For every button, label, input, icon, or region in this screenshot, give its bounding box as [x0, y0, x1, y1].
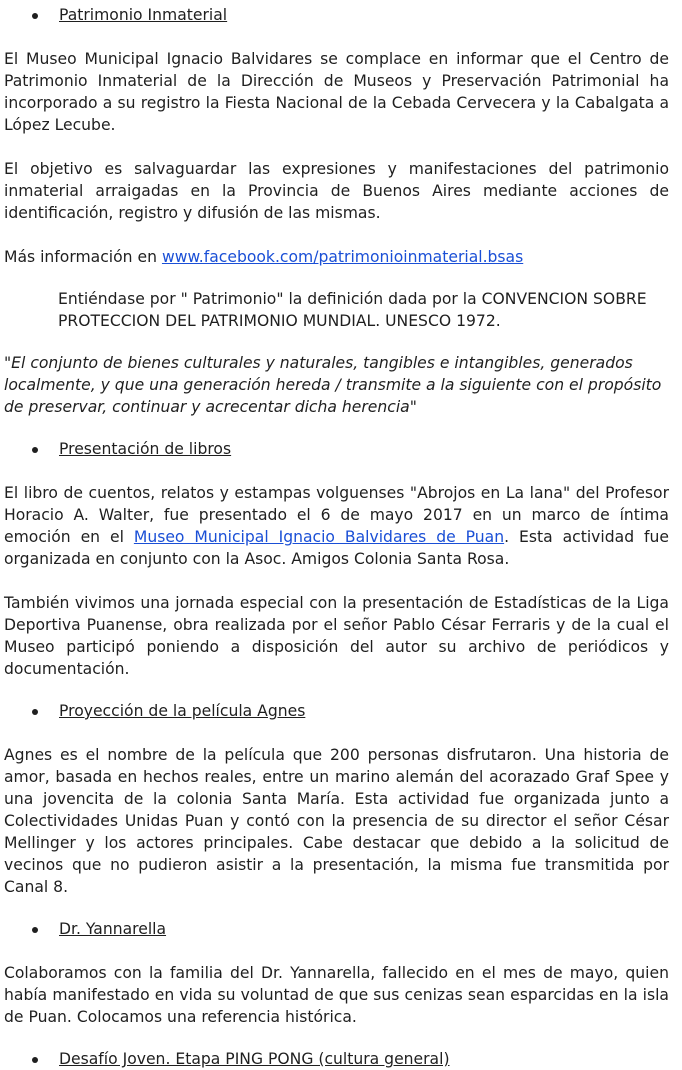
heading-text: Patrimonio Inmaterial — [59, 6, 228, 24]
section-heading-agnes — [4, 700, 669, 722]
heading-text: Desafío Joven. Etapa PING PONG (cultura general) — [59, 1050, 450, 1068]
libro-text-b: . Esta actividad fue organizada en conjunto con la Asoc. Amigos Colonia Santa Rosa. — [4, 528, 669, 568]
article-content — [4, 0, 669, 1070]
paragraph-estadisticas — [4, 592, 669, 680]
facebook-link[interactable]: www.facebook.com/patrimonioinmaterial.bsas — [161, 248, 524, 266]
paragraph-agnes: Agnes es el nombre de la película que 200 personas disfrutaron. Una historia de amor, basada en hechos reales, entre un marino alemán del acorazado Graf Spee y una jovencita de la colonia Santa María. Esta actividad fue organizada junto a Colectividades Unidas Puan y contó con la presencia de su director el señor César Mellinger y los actores principales. Cabe destacar que debido a la solicitud de vecinos que no pudieron asistir a la presentación, la misma fue transmitida por Canal 8. — [4, 746, 669, 896]
section-heading-desafio — [4, 1048, 669, 1070]
bullet-icon — [32, 13, 38, 19]
paragraph-definition: Entiéndase por " Patrimonio" la definición dada por la CONVENCION SOBRE PROTECCION DEL PATRIMONIO MUNDIAL. UNESCO 1972. — [58, 290, 647, 330]
paragraph-libro-abrojos — [4, 482, 669, 570]
estadisticas-title: de Estadísticas de la Liga Deportiva Puanense, — [4, 594, 669, 634]
bullet-icon — [32, 1057, 38, 1063]
paragraph-patrimonio-intro: El Museo Municipal Ignacio Balvidares se complace en informar que el Centro de Patrimonio Inmaterial de la Dirección de Museos y Preservación Patrimonial ha incorporado a su registro la Fiesta Nacional de la Cebada Cervecera y la Cabalgata a López Lecube. — [4, 50, 669, 134]
heading-text: Dr. Yannarella — [59, 920, 167, 938]
section-heading-patrimonio — [4, 4, 669, 26]
bullet-icon — [32, 447, 38, 453]
bullet-icon — [32, 927, 38, 933]
estadisticas-text-b: obra realizada por el señor Pablo César Ferraris y de la cual el Museo participó poniendo a disposición del autor su archivo de periódicos y documentación. — [4, 616, 669, 678]
heading-text: Presentación de libros — [59, 440, 232, 458]
paragraph-patrimonio-objetivo: El objetivo es salvaguardar las expresiones y manifestaciones del patrimonio inmaterial arraigadas en la Provincia de Buenos Aires mediante acciones de identificación, registro y difusión de las mismas. — [4, 160, 669, 222]
more-info-label: Más información en — [4, 248, 162, 266]
bullet-icon — [32, 709, 38, 715]
paragraph-yannarella: Colaboramos con la familia del Dr. Yannarella, fallecido en el mes de mayo, quien había manifestado en vida su voluntad de que sus cenizas sean esparcidas en la isla de Puan. Colocamos una referencia histórica. — [4, 964, 669, 1026]
museo-link[interactable]: Museo Municipal Ignacio Balvidares de Puan — [133, 528, 505, 546]
libro-text-a: El libro de cuentos, relatos y estampas volguenses "Abrojos en La lana" del Profesor Horacio A. Walter, fue presentado el 6 de mayo 2017 en un marco de íntima emoción en el — [4, 484, 669, 546]
paragraph-more-info — [4, 246, 669, 268]
estadisticas-text-a: También vivimos una jornada especial con la presentación — [4, 594, 469, 612]
heading-text: Proyección de la película Agnes — [59, 702, 306, 720]
section-heading-libros — [4, 438, 669, 460]
section-heading-yannarella — [4, 918, 669, 940]
quote-unesco: "El conjunto de bienes culturales y naturales, tangibles e intangibles, generados localmente, y que una generación hereda / transmite a la siguiente con el propósito de preservar, continuar y acrecentar dicha herencia" — [4, 354, 662, 416]
